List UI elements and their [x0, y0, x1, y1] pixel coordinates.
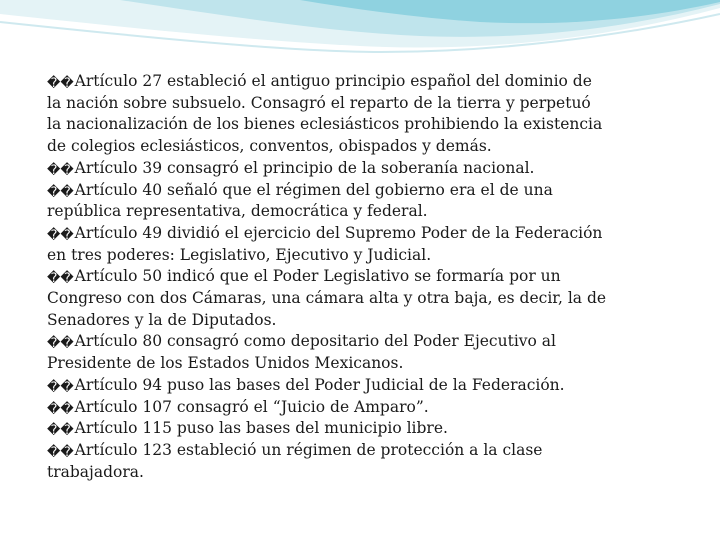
replacement-glyph-bullet: �� [47, 162, 74, 178]
article-text: Artículo 50 indicó que el Poder Legislativo se formaría por un Congreso con dos Cámaras, una cámara alta y otra baja, es decir, la de Senadores y la de Diputados. [47, 267, 607, 329]
article-text: Artículo 39 consagró el principio de la soberanía nacional. [74, 158, 535, 177]
article-paragraph [47, 158, 607, 180]
article-paragraph [47, 397, 607, 419]
article-text: Artículo 107 consagró el “Juicio de Amparo”. [74, 397, 429, 416]
article-paragraph [47, 223, 607, 266]
replacement-glyph-bullet: �� [47, 227, 74, 243]
article-text: Artículo 94 puso las bases del Poder Judicial de la Federación. [74, 375, 565, 394]
replacement-glyph-bullet: �� [47, 336, 74, 352]
article-paragraph [47, 180, 607, 223]
article-paragraph [47, 375, 607, 397]
replacement-glyph-bullet: �� [47, 76, 74, 91]
article-text: Artículo 40 señaló que el régimen del gobierno era el de una república representativa, democrática y federal. [47, 180, 553, 221]
header-wave-decoration [0, 0, 720, 70]
replacement-glyph-bullet: �� [47, 271, 74, 287]
article-text: Artículo 115 puso las bases del municipio libre. [74, 419, 448, 438]
replacement-glyph-bullet: �� [47, 184, 74, 200]
article-paragraph [47, 71, 607, 158]
replacement-glyph-bullet: �� [47, 379, 74, 395]
article-text: Artículo 27 estableció el antiguo principio español del dominio de la nación sobre subsuelo. Consagró el reparto de la tierra y perpetuó la nacionalización de los bienes eclesiásticos prohibiendo la existencia de colegios eclesiásticos, conventos, obispados y demás. [47, 72, 603, 156]
article-paragraph [47, 418, 607, 440]
article-text: Artículo 80 consagró como depositario del Poder Ejecutivo al Presidente de los Estados Unidos Mexicanos. [47, 332, 556, 373]
replacement-glyph-bullet: �� [47, 401, 74, 417]
replacement-glyph-bullet: �� [47, 423, 74, 439]
replacement-glyph-bullet: �� [47, 444, 74, 460]
article-paragraph [47, 266, 607, 331]
article-text: Artículo 49 dividió el ejercicio del Supremo Poder de la Federación en tres poderes: Legislativo, Ejecutivo y Judicial. [47, 223, 603, 264]
article-text: Artículo 123 estableció un régimen de protección a la clase trabajadora. [47, 440, 543, 481]
article-paragraph [47, 331, 607, 374]
slide-body [47, 71, 607, 483]
article-paragraph [47, 440, 607, 483]
